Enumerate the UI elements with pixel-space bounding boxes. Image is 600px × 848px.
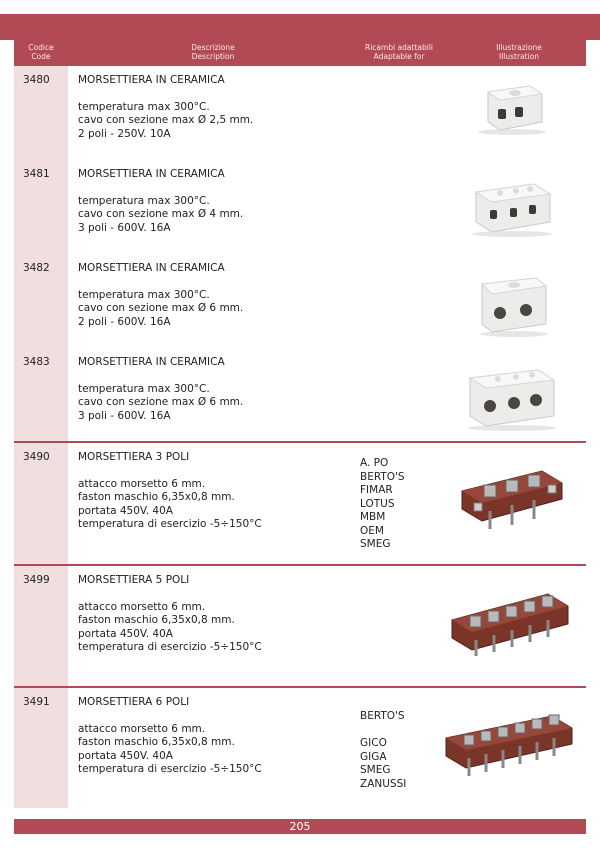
ceramic-terminal-3-pole-image [466,172,558,238]
item-code: 3490 [23,451,50,463]
table-row [14,566,586,686]
ricambi-item: MBM [360,511,386,523]
page-footer [14,819,586,834]
item-code: 3499 [23,574,50,586]
terminal-block-6-pole-image [442,710,576,780]
item-code: 3481 [23,168,50,180]
item-title: MORSETTIERA IN CERAMICA [78,74,225,86]
item-description: MORSETTIERA 5 POLI attacco morsetto 6 mm. faston maschio 6,35x0,8 mm. portata 450V. 40A temperatura di esercizio -5÷150°C [78,574,368,655]
ricambi-item: OEM [360,524,384,537]
item-description: MORSETTIERA IN CERAMICA temperatura max 300°C. cavo con sezione max Ø 6 mm. 3 poli - 600V. 16A [78,356,368,423]
item-title: MORSETTIERA IN CERAMICA [78,168,225,180]
header-ricambi: Ricambi adattabili Adaptable for [365,43,433,61]
terminal-block-3-pole-image [456,463,568,533]
ceramic-terminal-2-pole-image [474,268,554,338]
top-band [0,14,600,40]
table-row [14,348,586,442]
ricambi-item: FIMAR [360,484,393,496]
item-code: 3480 [23,74,50,86]
item-description: MORSETTIERA 3 POLI attacco morsetto 6 mm. faston maschio 6,35x0,8 mm. portata 450V. 40A temperatura di esercizio -5÷150°C [78,451,368,532]
item-description: MORSETTIERA IN CERAMICA temperatura max 300°C. cavo con sezione max Ø 2,5 mm. 2 poli - 250V. 10A [78,74,368,141]
item-description: MORSETTIERA 6 POLI attacco morsetto 6 mm. faston maschio 6,35x0,8 mm. portata 450V. 40A temperatura di esercizio -5÷150°C [78,696,368,777]
table-row [14,254,586,348]
ricambi-item [360,724,406,738]
item-title: MORSETTIERA 5 POLI [78,574,190,586]
ricambi-item: A. PO [360,457,389,469]
item-description: MORSETTIERA IN CERAMICA temperatura max 300°C. cavo con sezione max Ø 4 mm. 3 poli - 600V. 16A [78,168,368,235]
table-row [14,66,586,160]
ricambi-item: GIGA [360,750,387,763]
table-row [14,443,586,564]
table-row [14,160,586,254]
header-description: Descrizione Description [191,43,235,61]
page-number: 205 [289,820,311,833]
ricambi-list [360,457,405,552]
item-title: MORSETTIERA IN CERAMICA [78,262,225,274]
item-code: 3491 [23,696,50,708]
item-title: MORSETTIERA 6 POLI [78,696,190,708]
item-title: MORSETTIERA IN CERAMICA [78,356,225,368]
item-description: MORSETTIERA IN CERAMICA temperatura max 300°C. cavo con sezione max Ø 6 mm. 2 poli - 600V. 16A [78,262,368,329]
ricambi-item: BERTO'S [360,710,405,722]
terminal-block-5-pole-image [448,586,572,660]
item-title: MORSETTIERA 3 POLI [78,451,190,463]
header-illustration: Illustrazione Illustration [496,43,542,61]
ricambi-item: SMEG [360,764,391,776]
ceramic-terminal-3-pole-image [462,360,562,432]
table-header [14,40,586,66]
ricambi-item: ZANUSSI [360,777,407,790]
ricambi-list [360,710,406,791]
ricambi-item: GICO [360,737,387,749]
ricambi-item: LOTUS [360,497,395,510]
ricambi-item: BERTO'S [360,470,405,483]
item-code: 3482 [23,262,50,274]
item-code: 3483 [23,356,50,368]
table-row [14,688,586,808]
ceramic-terminal-2-pole-image [472,76,552,136]
ricambi-item: SMEG [360,538,391,550]
header-code: Codice Code [28,43,54,61]
